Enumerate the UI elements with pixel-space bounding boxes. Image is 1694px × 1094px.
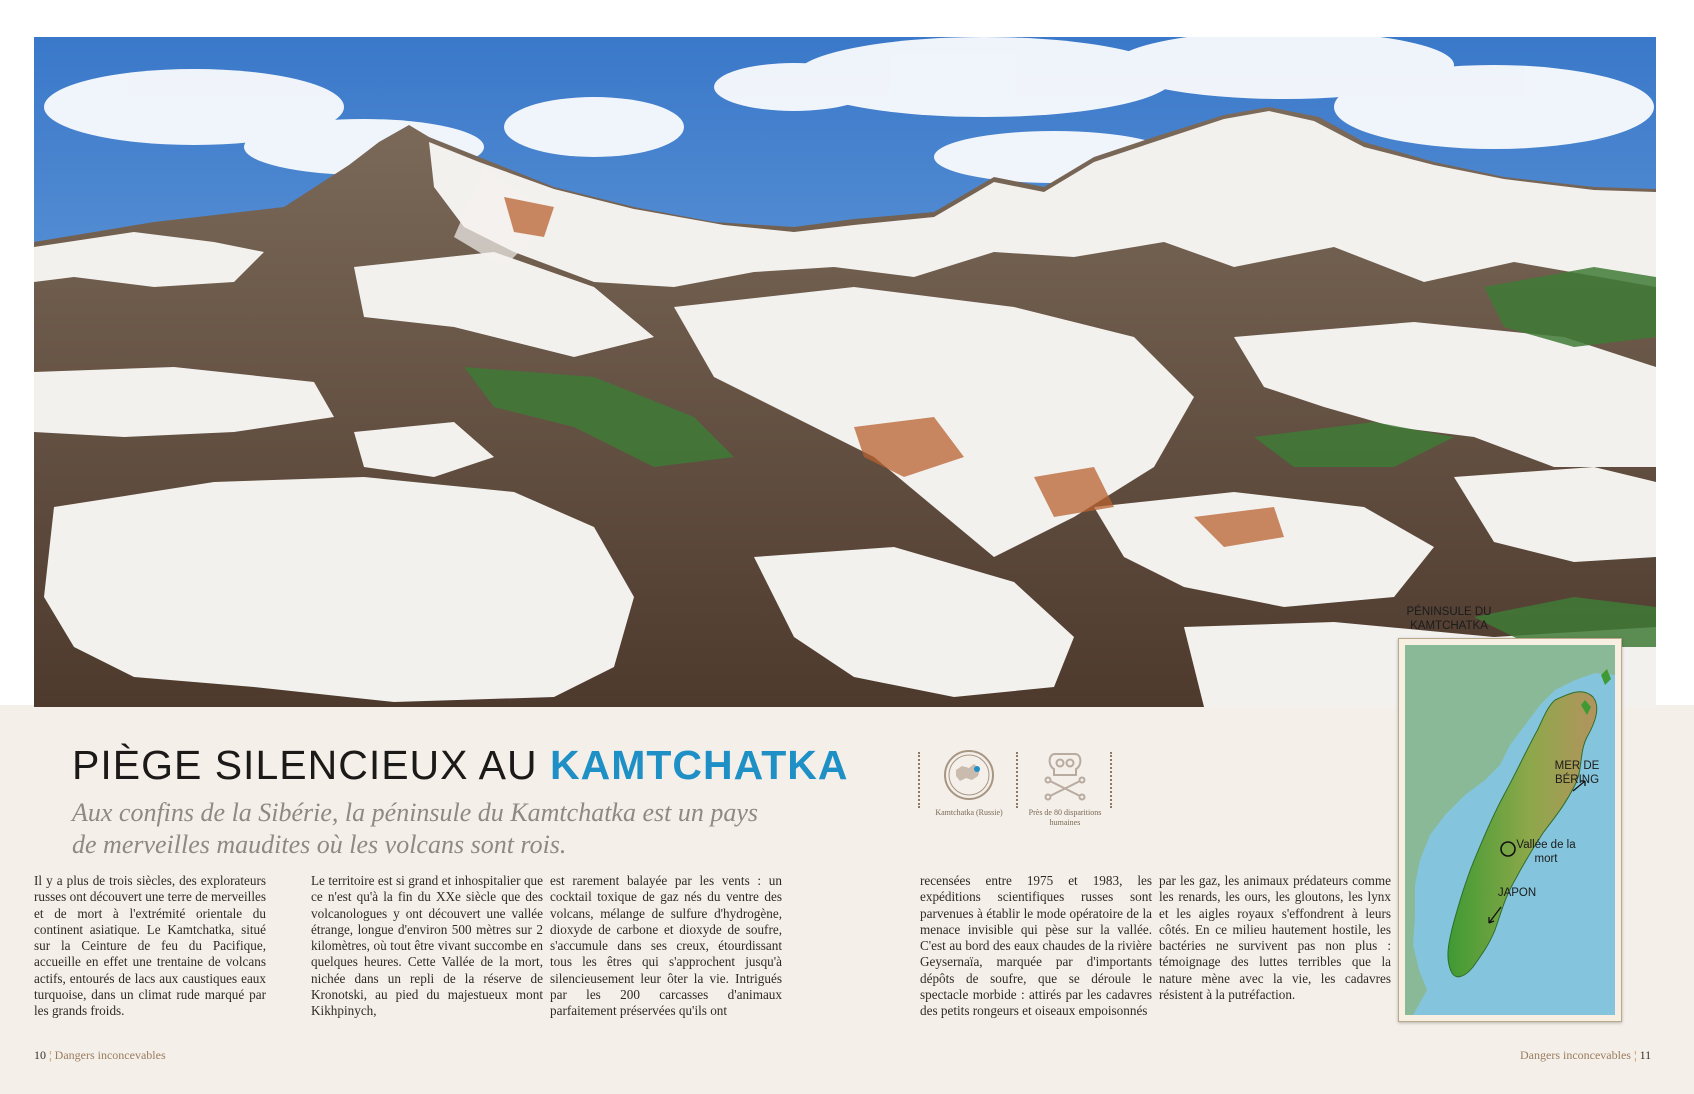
dotted-divider: [1016, 752, 1018, 808]
kamchatka-map: [1398, 606, 1622, 1022]
page-number-right: 11: [1639, 1048, 1652, 1062]
body-column-5: par les gaz, les animaux prédateurs comme les renards, les ours, les gloutons, les lynx et les aigles royaux s'effondrent à leurs côtés. En ce milieu hautement hostile, les bactéries ne survivent pas non plus : témoignage des luttes terribles que la nature mène avec la vie, les cadavres résistent à la putréfaction.: [1159, 873, 1391, 1003]
body-column-2: Le territoire est si grand et inhospitalier que ce n'est qu'à la fin du XXe siècle que des volcanologues y ont découvert une vallée étrange, longue d'environ 500 mètres sur 2 kilomètres, où tout être vivant succombe en quelques heures. Cette Vallée de la mort, nichée dans un repli de la réserve de Kronotski, au pied du majestueux mont Kikhpinych,: [311, 873, 543, 1019]
location-fact: [924, 748, 1014, 818]
article-title: [72, 742, 848, 789]
footer-left: [34, 1048, 166, 1063]
title-accent: KAMTCHATKA: [550, 742, 849, 788]
victims-caption: Près de 80 disparitions humaines: [1028, 808, 1102, 827]
footer-divider: ¦: [49, 1048, 52, 1062]
footer-divider: ¦: [1633, 1048, 1637, 1062]
body-column-1: Il y a plus de trois siècles, des explorateurs russes ont découvert une terre de merveilles et de mort à l'extrémité orientale du continent asiatique. Le Kamtchatka, situé sur la Ceinture de feu du Pacifique, accueille en effet une trentaine de volcans actifs, entourés de lacs aux caustiques eaux turquoise, dans un climat rude marqué par les grands froids.: [34, 873, 266, 1019]
title-prefix: PIÈGE SILENCIEUX AU: [72, 742, 550, 788]
article-subtitle: Aux confins de la Sibérie, la péninsule du Kamtchatka est un pays de merveilles maudites où les volcans sont rois.: [72, 798, 758, 859]
fact-box: [918, 748, 1113, 828]
globe-pin-icon: [942, 748, 996, 802]
location-caption: Kamtchatka (Russie): [935, 808, 1003, 817]
map-sea-label: MER DE BÉRING: [1554, 760, 1600, 786]
body-column-3: est rarement balayée par les vents : un cocktail toxique de gaz nés du ventre des volcans, mélange de sulfure d'hydrogène, dioxyde de carbone et dioxyde de soufre, s'accumule dans ses creux, étourdissant tous les êtres qui s'approchent jusqu'à silencieusement leur ôter la vie. Intrigués par les 200 carcasses d'animaux parfaitement préservées qu'ils ont: [550, 873, 782, 1019]
map-title: PÉNINSULE DU KAMTCHATKA: [1406, 606, 1492, 632]
dotted-divider: [1110, 752, 1112, 808]
section-name-left: Dangers inconcevables: [54, 1048, 166, 1062]
map-japan-label: JAPON: [1497, 887, 1537, 899]
section-name-right: Dangers inconcevables: [1520, 1048, 1631, 1062]
body-column-4: recensées entre 1975 et 1983, les expéditions scientifiques russes sont parvenues à établir le mode opératoire de la menace invisible qui pèse sur la vallée. C'est au bord des eaux chaudes de la rivière Geysernaïa, marquée par d'importants dépôts de soufre, que se déroule le spectacle morbide : attirés par les cadavres des petits rongeurs et oiseaux empoisonnés: [920, 873, 1152, 1019]
map-valley-label: Vallée de la mort: [1516, 839, 1576, 865]
victims-fact: [1020, 748, 1110, 828]
skull-crossbones-icon: [1038, 748, 1092, 802]
footer-right: [1520, 1048, 1651, 1063]
page-number-left: 10: [34, 1048, 46, 1062]
dotted-divider: [918, 752, 920, 808]
